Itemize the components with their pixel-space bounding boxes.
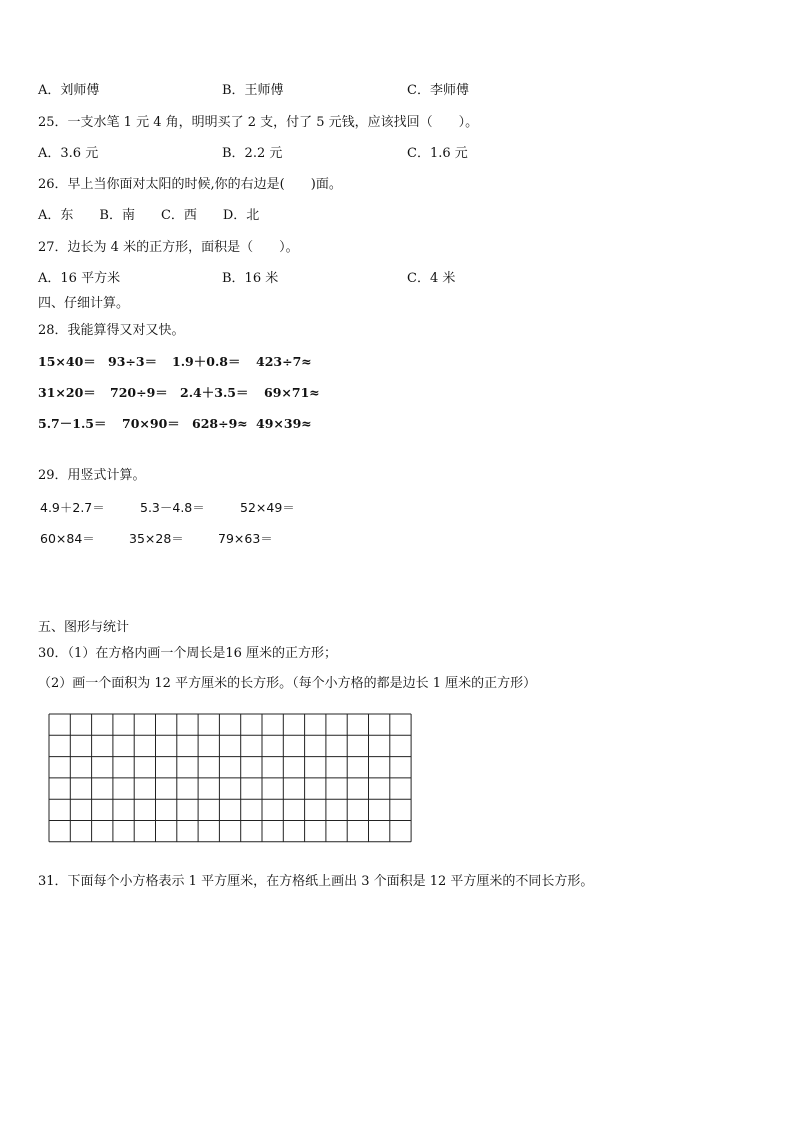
- q28-item: 720÷9＝: [110, 385, 168, 400]
- square-grid[interactable]: [48, 713, 412, 855]
- q24-option-b: B．王师傅: [222, 83, 284, 98]
- section-5-title: 五、图形与统计: [38, 620, 130, 635]
- q29-item: 79×63＝: [218, 531, 273, 546]
- q25-option-a: A．3.6 元: [38, 146, 99, 161]
- q25-stem: 25．一支水笔 1 元 4 角，明明买了 2 支，付了 5 元钱，应该找回（ ）。: [38, 115, 479, 130]
- q28-item: 93÷3＝: [108, 354, 158, 369]
- q30-part1: 30．（1）在方格内画一个周长是16 厘米的正方形；: [38, 646, 337, 661]
- q27-stem: 27．边长为 4 米的正方形，面积是（ ）。: [38, 240, 299, 255]
- q29-stem: 29．用竖式计算。: [38, 468, 146, 483]
- q28-item: 5.7－1.5＝: [38, 416, 107, 431]
- q31-stem: 31．下面每个小方格表示 1 平方厘米，在方格纸上画出 3 个面积是 12 平方厘米的不同长方形。: [38, 874, 594, 889]
- q25-option-b: B．2.2 元: [222, 146, 283, 161]
- q28-item: 423÷7≈: [256, 354, 312, 369]
- q24-option-a: A．刘师傅: [38, 83, 100, 98]
- q27-option-c: C．4 米: [407, 271, 456, 286]
- q28-item: 2.4＋3.5＝: [180, 385, 249, 400]
- q29-item: 35×28＝: [129, 531, 184, 546]
- q24-option-c: C．李师傅: [407, 83, 469, 98]
- q29-item: 52×49＝: [240, 500, 295, 515]
- q28-item: 15×40＝: [38, 354, 96, 369]
- q26-stem: 26．早上当你面对太阳的时候,你的右边是( )面。: [38, 177, 342, 192]
- q29-item: 4.9＋2.7＝: [40, 500, 105, 515]
- q28-item: 69×71≈: [264, 385, 320, 400]
- q29-item: 5.3－4.8＝: [140, 500, 205, 515]
- q30-part2: （2）画一个面积为 12 平方厘米的长方形。（每个小方格的都是边长 1 厘米的正方形）: [38, 676, 537, 691]
- q28-item: 70×90＝: [122, 416, 180, 431]
- q28-item: 628÷9≈: [192, 416, 248, 431]
- q28-item: 49×39≈: [256, 416, 312, 431]
- q27-option-a: A．16 平方米: [38, 271, 121, 286]
- q28-stem: 28．我能算得又对又快。: [38, 323, 185, 338]
- q28-item: 31×20＝: [38, 385, 96, 400]
- section-4-title: 四、仔细计算。: [38, 296, 130, 311]
- q27-option-b: B．16 米: [222, 271, 279, 286]
- q28-item: 1.9＋0.8＝: [172, 354, 241, 369]
- q25-option-c: C．1.6 元: [407, 146, 468, 161]
- q26-options: A．东 B．南 C．西 D．北: [38, 208, 260, 223]
- q29-item: 60×84＝: [40, 531, 95, 546]
